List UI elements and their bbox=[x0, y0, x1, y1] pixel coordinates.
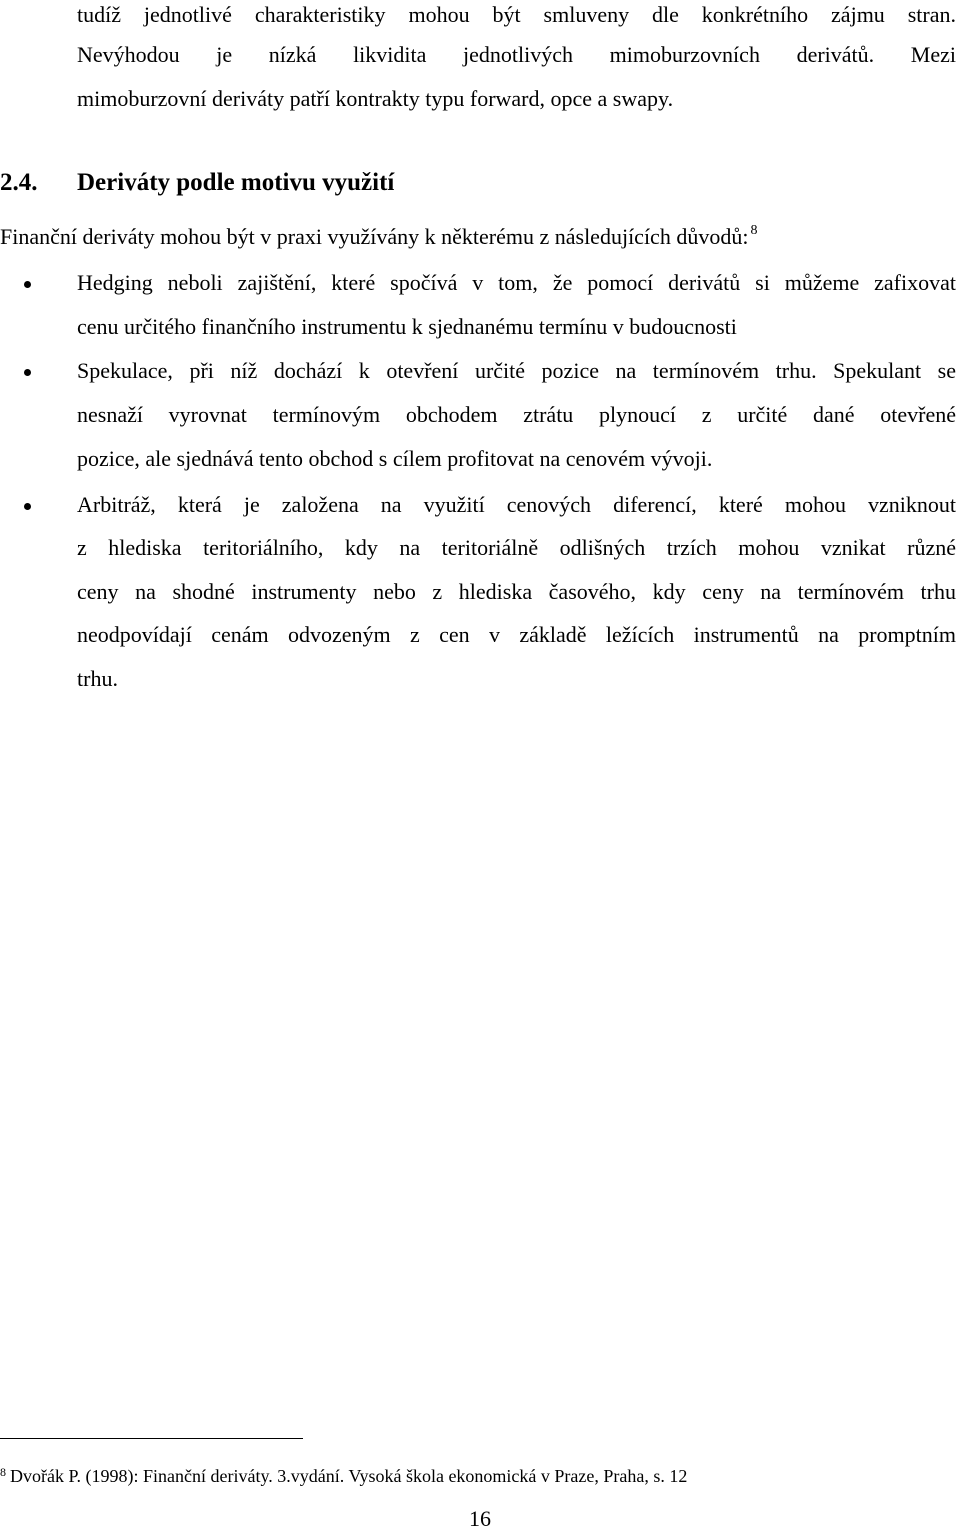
bullet-icon bbox=[24, 369, 31, 376]
bullet-icon bbox=[24, 281, 31, 288]
list-item-line: Arbitráž, která je založena na využití cenových diferencí, které mohou vzniknout bbox=[77, 492, 956, 517]
lead-text: Finanční deriváty mohou být v praxi využívány k některému z následujících důvodů: bbox=[0, 224, 749, 249]
list-item-line: neodpovídají cenám odvozeným z cen v základě ležících instrumentů na promptním bbox=[77, 622, 956, 647]
intro-line-1: tudíž jednotlivé charakteristiky mohou být smluveny dle konkrétního zájmu stran. bbox=[77, 2, 956, 27]
page-number: 16 bbox=[469, 1506, 491, 1531]
footnote-text: Dvořák P. (1998): Finanční deriváty. 3.vydání. Vysoká škola ekonomická v Praze, Praha, s. 12 bbox=[10, 1466, 688, 1486]
list-item-line: cenu určitého finančního instrumentu k sjednanému termínu v budoucnosti bbox=[77, 314, 737, 339]
bullet-icon bbox=[24, 503, 31, 510]
intro-line-3: mimoburzovní deriváty patří kontrakty typu forward, opce a swapy. bbox=[77, 86, 674, 111]
footnote-marker: 8 bbox=[0, 1465, 6, 1479]
footnote-separator bbox=[0, 1438, 303, 1439]
list-item-line: z hlediska teritoriálního, kdy na teritoriálně odlišných trzích mohou vznikat různé bbox=[77, 535, 956, 560]
section-title: Deriváty podle motivu využití bbox=[77, 169, 395, 196]
lead-paragraph bbox=[0, 222, 956, 252]
list-item-line: Hedging neboli zajištění, které spočívá v tom, že pomocí derivátů si můžeme zafixovat bbox=[77, 270, 956, 295]
footnote bbox=[0, 1464, 687, 1488]
intro-line-2: Nevýhodou je nízká likvidita jednotlivých mimoburzovních derivátů. Mezi bbox=[77, 42, 956, 67]
list-item-line: ceny na shodné instrumenty nebo z hlediska časového, kdy ceny na termínovém trhu bbox=[77, 579, 956, 604]
list-item-line: Spekulace, při níž dochází k otevření určité pozice na termínovém trhu. Spekulant se bbox=[77, 358, 956, 383]
list-item-line: nesnaží vyrovnat termínovým obchodem ztrátu plynoucí z určité dané otevřené bbox=[77, 402, 956, 427]
section-number: 2.4. bbox=[0, 169, 38, 196]
footnote-reference[interactable]: 8 bbox=[750, 223, 758, 238]
list-item-line: trhu. bbox=[77, 666, 118, 691]
list-item-line: pozice, ale sjednává tento obchod s cílem profitovat na cenovém vývoji. bbox=[77, 446, 713, 471]
